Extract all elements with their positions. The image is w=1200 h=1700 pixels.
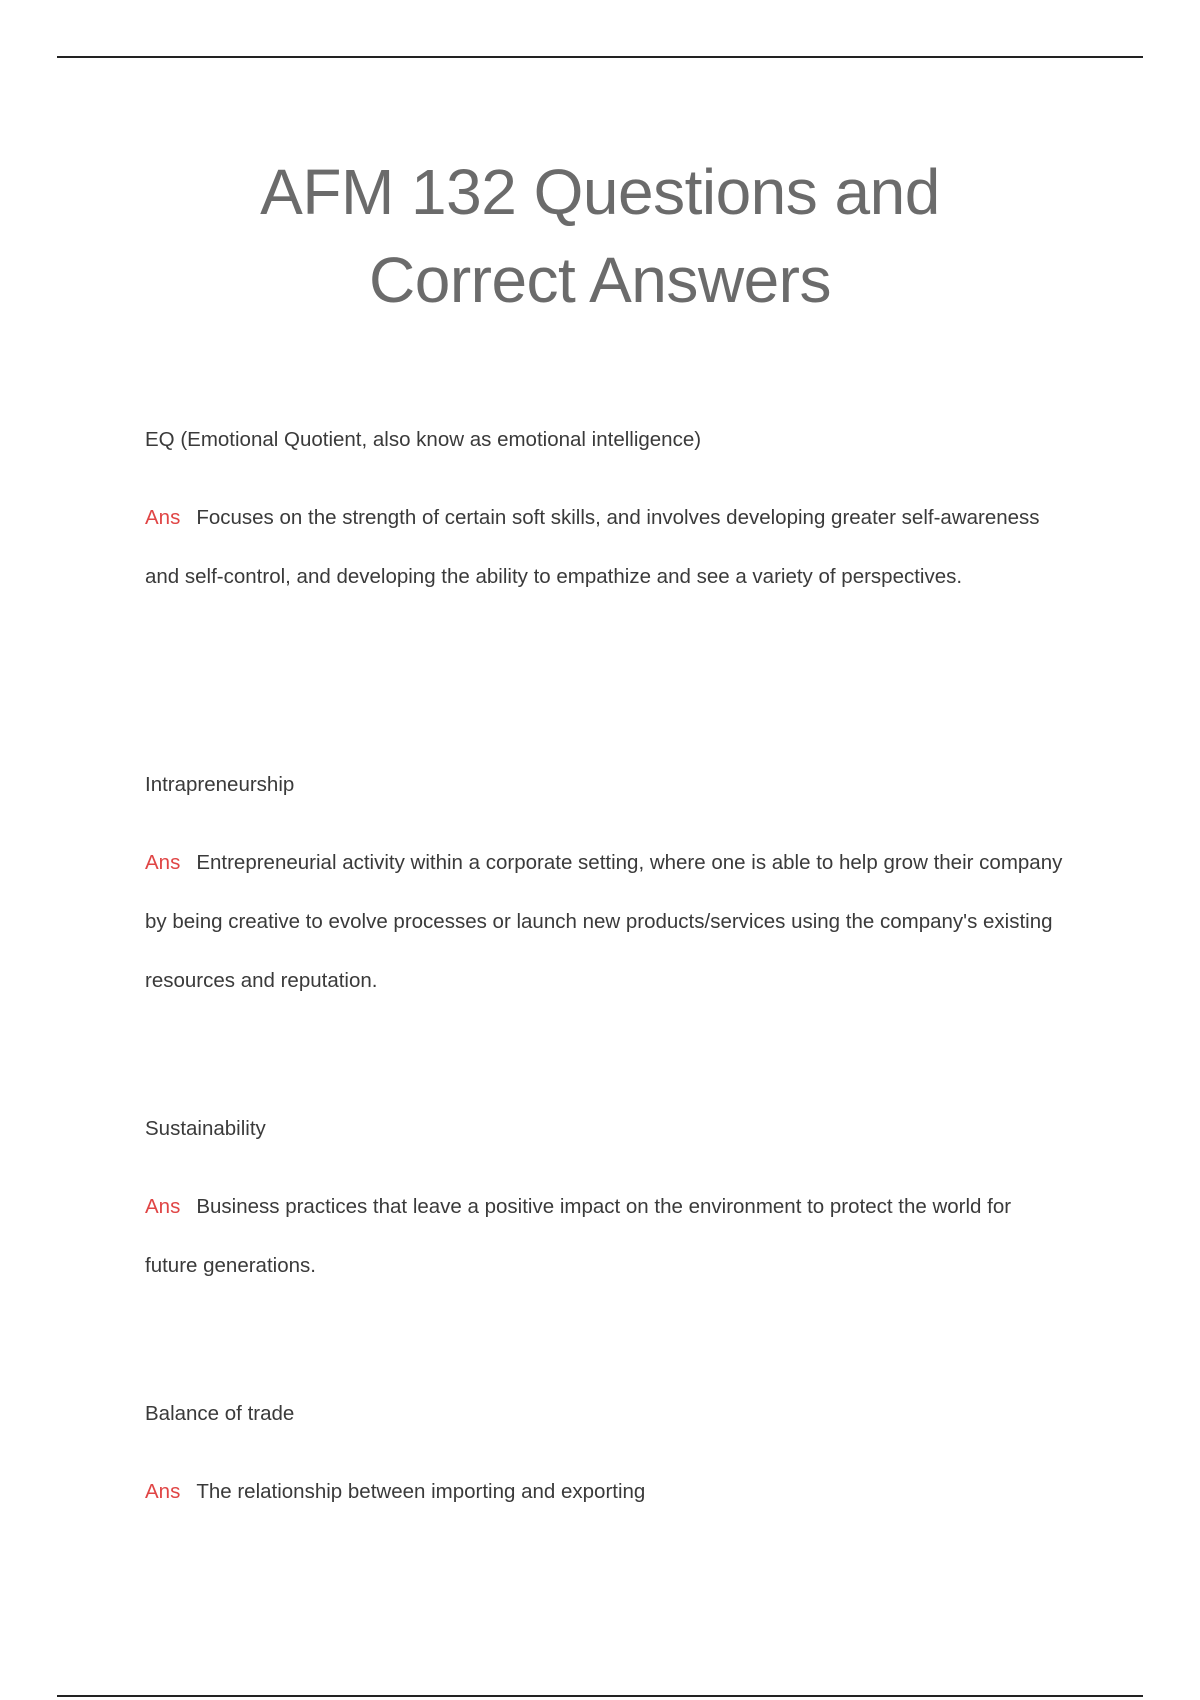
answer-label: Ans <box>145 1195 181 1218</box>
answer-label: Ans <box>145 1480 181 1503</box>
document-title <box>0 148 1200 324</box>
header-rule <box>57 56 1143 58</box>
answer-block <box>145 833 1065 1010</box>
qa-entry-intrapreneurship <box>145 771 1065 1010</box>
title-line-2: Correct Answers <box>369 244 831 316</box>
answer-text: Business practices that leave a positive impact on the environment to protect the world for future generations. <box>145 1195 1012 1277</box>
answer-block <box>145 1177 1065 1295</box>
answer-label: Ans <box>145 851 181 874</box>
qa-entry-sustainability <box>145 1115 1065 1295</box>
answer-block <box>145 1462 1065 1521</box>
qa-entry-balance-of-trade <box>145 1400 1065 1521</box>
question-text: Balance of trade <box>145 1402 295 1425</box>
question-text: Sustainability <box>145 1117 266 1140</box>
qa-entry-eq <box>145 426 1065 606</box>
question-text: Intrapreneurship <box>145 773 295 796</box>
title-line-1: AFM 132 Questions and <box>260 156 940 228</box>
answer-text: Entrepreneurial activity within a corporate setting, where one is able to help grow their company by being creative to evolve processes or launch new products/services using the company's existing resources and reputation. <box>145 851 1063 992</box>
footer-rule <box>57 1695 1143 1697</box>
answer-block <box>145 488 1065 606</box>
answer-label: Ans <box>145 506 181 529</box>
answer-text: The relationship between importing and exporting <box>196 1480 646 1503</box>
answer-text: Focuses on the strength of certain soft skills, and involves developing greater self-awareness and self-control, and developing the ability to empathize and see a variety of perspectives. <box>145 506 1040 588</box>
question-text: EQ (Emotional Quotient, also know as emotional intelligence) <box>145 428 702 451</box>
